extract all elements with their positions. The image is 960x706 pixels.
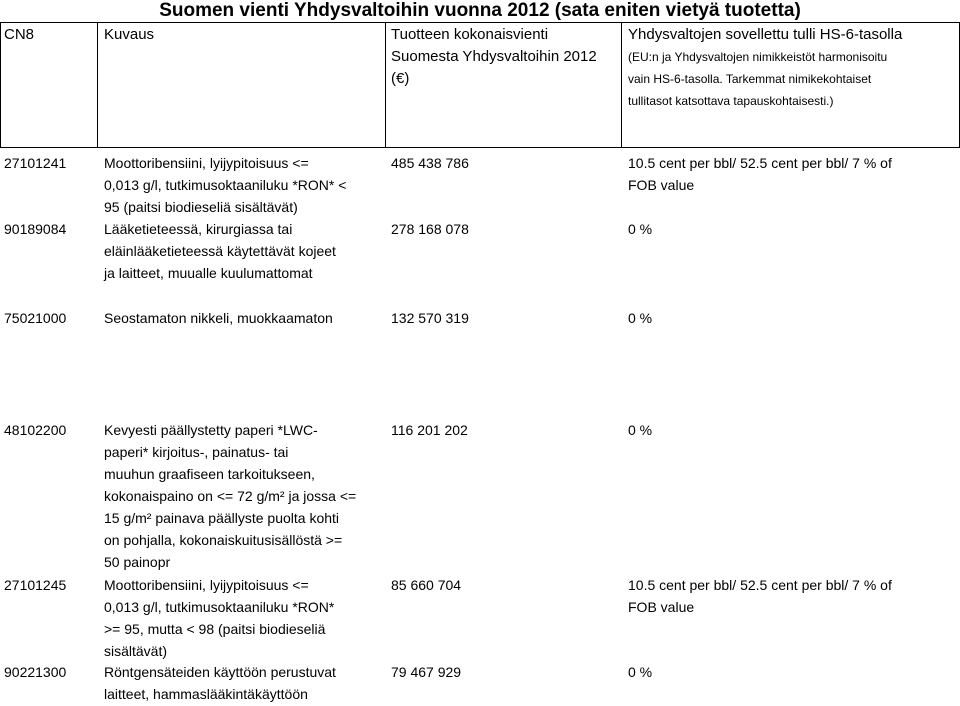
header-divider — [385, 22, 386, 148]
row-export-value: 132 570 319 — [391, 310, 469, 326]
row-description-line: 95 (paitsi biodieseliä sisältävät) — [104, 199, 298, 215]
row-tariff — [628, 574, 892, 618]
header-total-line: Tuotteen kokonaisvienti — [391, 26, 549, 43]
row-description — [104, 574, 334, 662]
header-tariff-note-line: vain HS-6-tasolla. Tarkemmat nimikekohtaiset — [628, 72, 872, 86]
row-code: 90221300 — [4, 664, 67, 680]
row-description-line: Moottoribensiini, lyijypitoisuus <= — [104, 155, 309, 171]
row-description-line: Röntgensäteiden käyttöön perustuvat — [104, 664, 336, 680]
row-description — [104, 661, 336, 705]
row-description-line: Lääketieteessä, kirurgiassa tai — [104, 221, 293, 237]
row-code: 27101245 — [4, 577, 67, 593]
row-export-value: 116 201 202 — [391, 422, 468, 438]
header-tariff-note — [628, 46, 887, 112]
row-description-line: kokonaispaino on <= 72 g/m² ja jossa <= — [104, 488, 357, 504]
row-export-value: 485 438 786 — [391, 155, 469, 171]
row-description-line: Moottoribensiini, lyijypitoisuus <= — [104, 577, 309, 593]
header-divider — [0, 22, 1, 148]
row-description — [104, 419, 356, 573]
row-tariff-line: 10.5 cent per bbl/ 52.5 cent per bbl/ 7 % of — [628, 577, 892, 593]
row-tariff: 0 % — [628, 310, 653, 326]
row-export-value: 85 660 704 — [391, 577, 462, 593]
row-description: Seostamaton nikkeli, muokkaamaton — [104, 310, 333, 326]
header-divider — [621, 22, 622, 148]
row-description — [104, 218, 336, 284]
header-cn8: CN8 — [4, 26, 35, 43]
row-tariff-line: FOB value — [628, 177, 695, 193]
header-tariff-note-line: tullitasot katsottava tapauskohtaisesti.) — [628, 94, 834, 108]
row-description — [104, 152, 346, 218]
row-description-line: >= 95, mutta < 98 (paitsi biodieseliä — [104, 621, 326, 637]
row-description-line: paperi* kirjoitus-, painatus- tai — [104, 444, 289, 460]
row-description-line: laitteet, hammaslääkintäkäyttöön — [104, 686, 308, 702]
header-total-export — [391, 24, 597, 90]
row-tariff: 0 % — [628, 221, 653, 237]
row-code: 48102200 — [4, 422, 67, 438]
header-total-line: (€) — [391, 70, 410, 87]
row-description-line: 0,013 g/l, tutkimusoktaaniluku *RON* < — [104, 177, 347, 193]
row-description-line: muuhun graafiseen tarkoitukseen, — [104, 466, 315, 482]
page-title: Suomen vienti Yhdysvaltoihin vuonna 2012 (sata eniten vietyä tuotetta) — [159, 0, 801, 21]
row-description-line: Kevyesti päällystetty paperi *LWC- — [104, 422, 318, 438]
header-tariff-note-line: (EU:n ja Yhdysvaltojen nimikkeistöt harmonisoitu — [628, 50, 888, 64]
row-description-line: eläinlääketieteessä käytettävät kojeet — [104, 243, 336, 259]
row-description-line: ja laitteet, muualle kuulumattomat — [104, 265, 313, 281]
header-bottom-rule — [0, 147, 960, 148]
row-tariff-line: 10.5 cent per bbl/ 52.5 cent per bbl/ 7 % of — [628, 155, 892, 171]
header-kuvaus: Kuvaus — [104, 26, 155, 43]
row-code: 27101241 — [4, 155, 67, 171]
header-tariff: Yhdysvaltojen sovellettu tulli HS-6-tasolla — [628, 26, 903, 43]
row-export-value: 79 467 929 — [391, 664, 462, 680]
row-description-line: 50 painopr — [104, 554, 171, 570]
row-tariff: 0 % — [628, 422, 653, 438]
row-description-line: 15 g/m² painava päällyste puolta kohti — [104, 510, 340, 526]
row-tariff: 0 % — [628, 664, 653, 680]
row-code: 90189084 — [4, 221, 67, 237]
row-description-line: sisältävät) — [104, 643, 168, 659]
row-description-line: on pohjalla, kokonaiskuitusisällöstä >= — [104, 532, 343, 548]
row-tariff — [628, 152, 892, 196]
header-total-line: Suomesta Yhdysvaltoihin 2012 — [391, 48, 597, 65]
row-tariff-line: FOB value — [628, 599, 695, 615]
row-code: 75021000 — [4, 310, 67, 326]
row-description-line: 0,013 g/l, tutkimusoktaaniluku *RON* — [104, 599, 335, 615]
header-top-rule — [0, 22, 960, 23]
header-divider — [97, 22, 98, 148]
row-export-value: 278 168 078 — [391, 221, 469, 237]
